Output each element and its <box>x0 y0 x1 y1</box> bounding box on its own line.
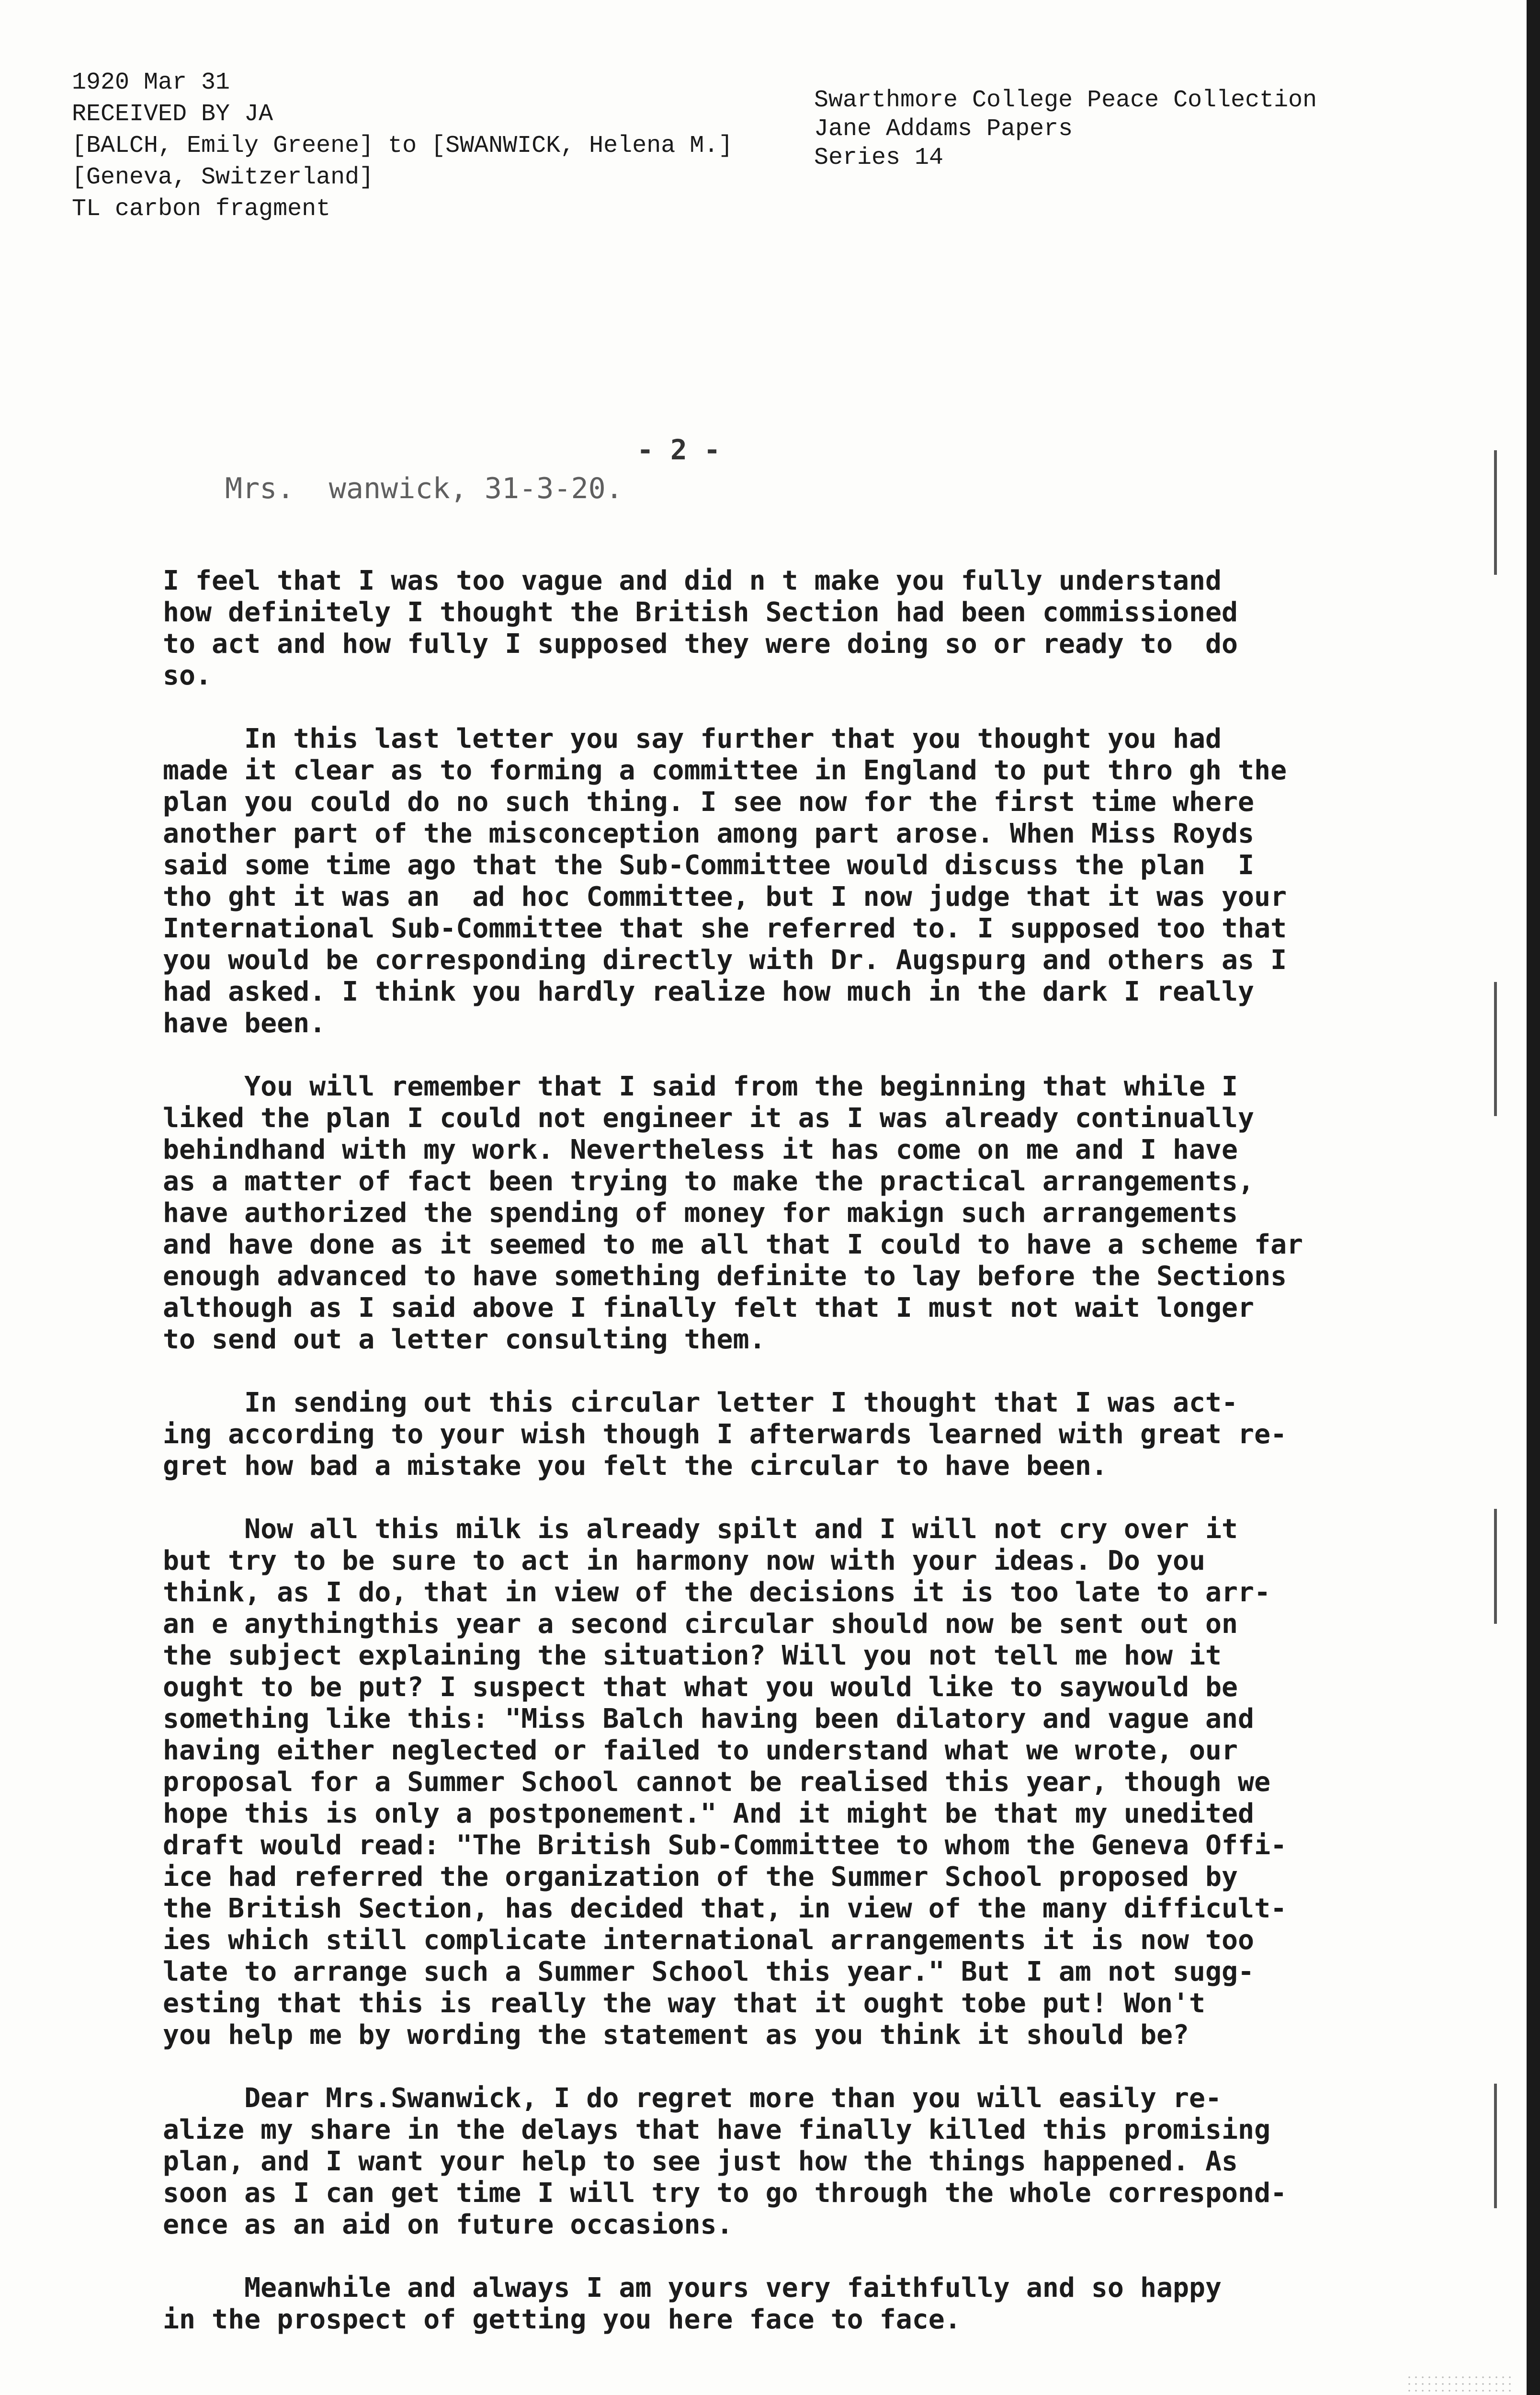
text-line: so. <box>163 660 212 691</box>
text-line: Now all this milk is already spilt and I will not cry over it <box>163 1514 1238 1545</box>
text-line: something like this: "Miss Balch having been dilatory and vague and <box>163 1703 1255 1734</box>
text-line: but try to be sure to act in harmony now with your ideas. Do you <box>163 1545 1206 1576</box>
text-line: another part of the misconception among part arose. When Miss Royds <box>163 818 1255 849</box>
text-line: Dear Mrs.Swanwick, I do regret more than you will easily re- <box>163 2083 1222 2114</box>
metadata-place: [Geneva, Switzerland] <box>72 164 374 191</box>
text-line: to send out a letter consulting them. <box>163 1324 766 1355</box>
metadata-format: TL carbon fragment <box>72 195 331 223</box>
text-line: You will remember that I said from the beginning that while I <box>163 1071 1238 1102</box>
page-number: - 2 - <box>637 433 721 466</box>
metadata-collection: Swarthmore College Peace Collection <box>814 87 1317 114</box>
text-line: think, as I do, that in view of the decisions it is too late to arr- <box>163 1577 1271 1608</box>
text-line: have authorized the spending of money for makign such arrangements <box>163 1198 1238 1229</box>
text-line: in the prospect of getting you here face to face. <box>163 2304 961 2335</box>
letter-paragraph <box>163 1514 1417 2051</box>
text-line: an e anythingthis year a second circular should now be sent out on <box>163 1608 1238 1640</box>
text-line: In this last letter you say further that you thought you had <box>163 723 1222 754</box>
text-line: enough advanced to have something definite to lay before the Sections <box>163 1261 1287 1292</box>
letter-paragraph <box>163 2083 1417 2241</box>
margin-mark <box>1494 450 1497 575</box>
letter-body <box>163 565 1417 2367</box>
text-line: late to arrange such a Summer School this year." But I am not sugg- <box>163 1956 1255 1987</box>
letter-paragraph <box>163 1387 1417 1482</box>
text-line: hope this is only a postponement." And it might be that my unedited <box>163 1798 1255 1829</box>
margin-mark <box>1494 2084 1497 2208</box>
text-line: you help me by wording the statement as you think it should be? <box>163 2019 1189 2051</box>
text-line: to act and how fully I supposed they were doing so or ready to do <box>163 628 1238 660</box>
text-line: soon as I can get time I will try to go through the whole correspond- <box>163 2178 1287 2209</box>
text-line: as a matter of fact been trying to make the practical arrangements, <box>163 1166 1255 1197</box>
text-line: alize my share in the delays that have finally killed this promising <box>163 2114 1271 2145</box>
archive-metadata-right <box>814 86 1317 172</box>
text-line: ing according to your wish though I afterwards learned with great re- <box>163 1419 1287 1450</box>
text-line: Meanwhile and always I am yours very faithfully and so happy <box>163 2272 1222 2304</box>
text-line: ies which still complicate international arrangements it is now too <box>163 1925 1255 1956</box>
text-line: proposal for a Summer School cannot be realised this year, though we <box>163 1767 1271 1798</box>
metadata-received: RECEIVED BY JA <box>72 101 273 128</box>
text-line: said some time ago that the Sub-Committee would discuss the plan I <box>163 850 1255 881</box>
text-line: had asked. I think you hardly realize how much in the dark I really <box>163 976 1255 1007</box>
text-line: behindhand with my work. Nevertheless it has come on me and I have <box>163 1134 1238 1165</box>
text-line: I feel that I was too vague and did n t make you fully understand <box>163 565 1222 596</box>
margin-mark <box>1494 982 1497 1116</box>
archive-metadata-left <box>72 67 733 225</box>
text-line: ice had referred the organization of the Summer School proposed by <box>163 1861 1238 1893</box>
text-line: how definitely I thought the British Section had been commissioned <box>163 597 1238 628</box>
text-line: made it clear as to forming a committee in England to put thro gh the <box>163 755 1287 786</box>
metadata-papers: Jane Addams Papers <box>814 115 1073 143</box>
text-line: plan you could do no such thing. I see now for the first time where <box>163 787 1255 818</box>
letter-paragraph <box>163 565 1417 692</box>
text-line: the British Section, has decided that, in view of the many difficult- <box>163 1893 1287 1924</box>
text-line: ought to be put? I suspect that what you would like to saywould be <box>163 1672 1238 1703</box>
text-line: and have done as it seemed to me all that I could to have a scheme far <box>163 1229 1303 1260</box>
text-line: have been. <box>163 1008 326 1039</box>
metadata-series: Series 14 <box>814 144 944 171</box>
metadata-correspondents: [BALCH, Emily Greene] to [SWANWICK, Helena M.] <box>72 132 733 160</box>
text-line: International Sub-Committee that she referred to. I supposed too that <box>163 913 1287 944</box>
text-line: gret how bad a mistake you felt the circular to have been. <box>163 1450 1108 1482</box>
margin-mark <box>1494 1509 1497 1624</box>
metadata-date: 1920 Mar 31 <box>72 69 230 96</box>
scan-border <box>1527 0 1540 2395</box>
text-line: plan, and I want your help to see just how the things happened. As <box>163 2146 1238 2177</box>
text-line: ence as an aid on future occasions. <box>163 2209 733 2240</box>
text-line: esting that this is really the way that it ought tobe put! Won't <box>163 1988 1206 2019</box>
scan-specks <box>1406 2374 1511 2395</box>
text-line: In sending out this circular letter I thought that I was act- <box>163 1387 1238 1418</box>
text-line: the subject explaining the situation? Will you not tell me how it <box>163 1640 1222 1671</box>
page-head: Mrs. wanwick, 31-3-20. <box>225 472 623 505</box>
text-line: tho ght it was an ad hoc Committee, but I now judge that it was your <box>163 881 1287 912</box>
letter-paragraph <box>163 1071 1417 1356</box>
text-line: you would be corresponding directly with Dr. Augspurg and others as I <box>163 945 1287 976</box>
text-line: liked the plan I could not engineer it as I was already continually <box>163 1103 1255 1134</box>
letter-paragraph <box>163 723 1417 1039</box>
text-line: having either neglected or failed to understand what we wrote, our <box>163 1735 1238 1766</box>
text-line: although as I said above I finally felt that I must not wait longer <box>163 1292 1255 1323</box>
letter-paragraph <box>163 2272 1417 2336</box>
text-line: draft would read: "The British Sub-Committee to whom the Geneva Offi- <box>163 1830 1287 1861</box>
